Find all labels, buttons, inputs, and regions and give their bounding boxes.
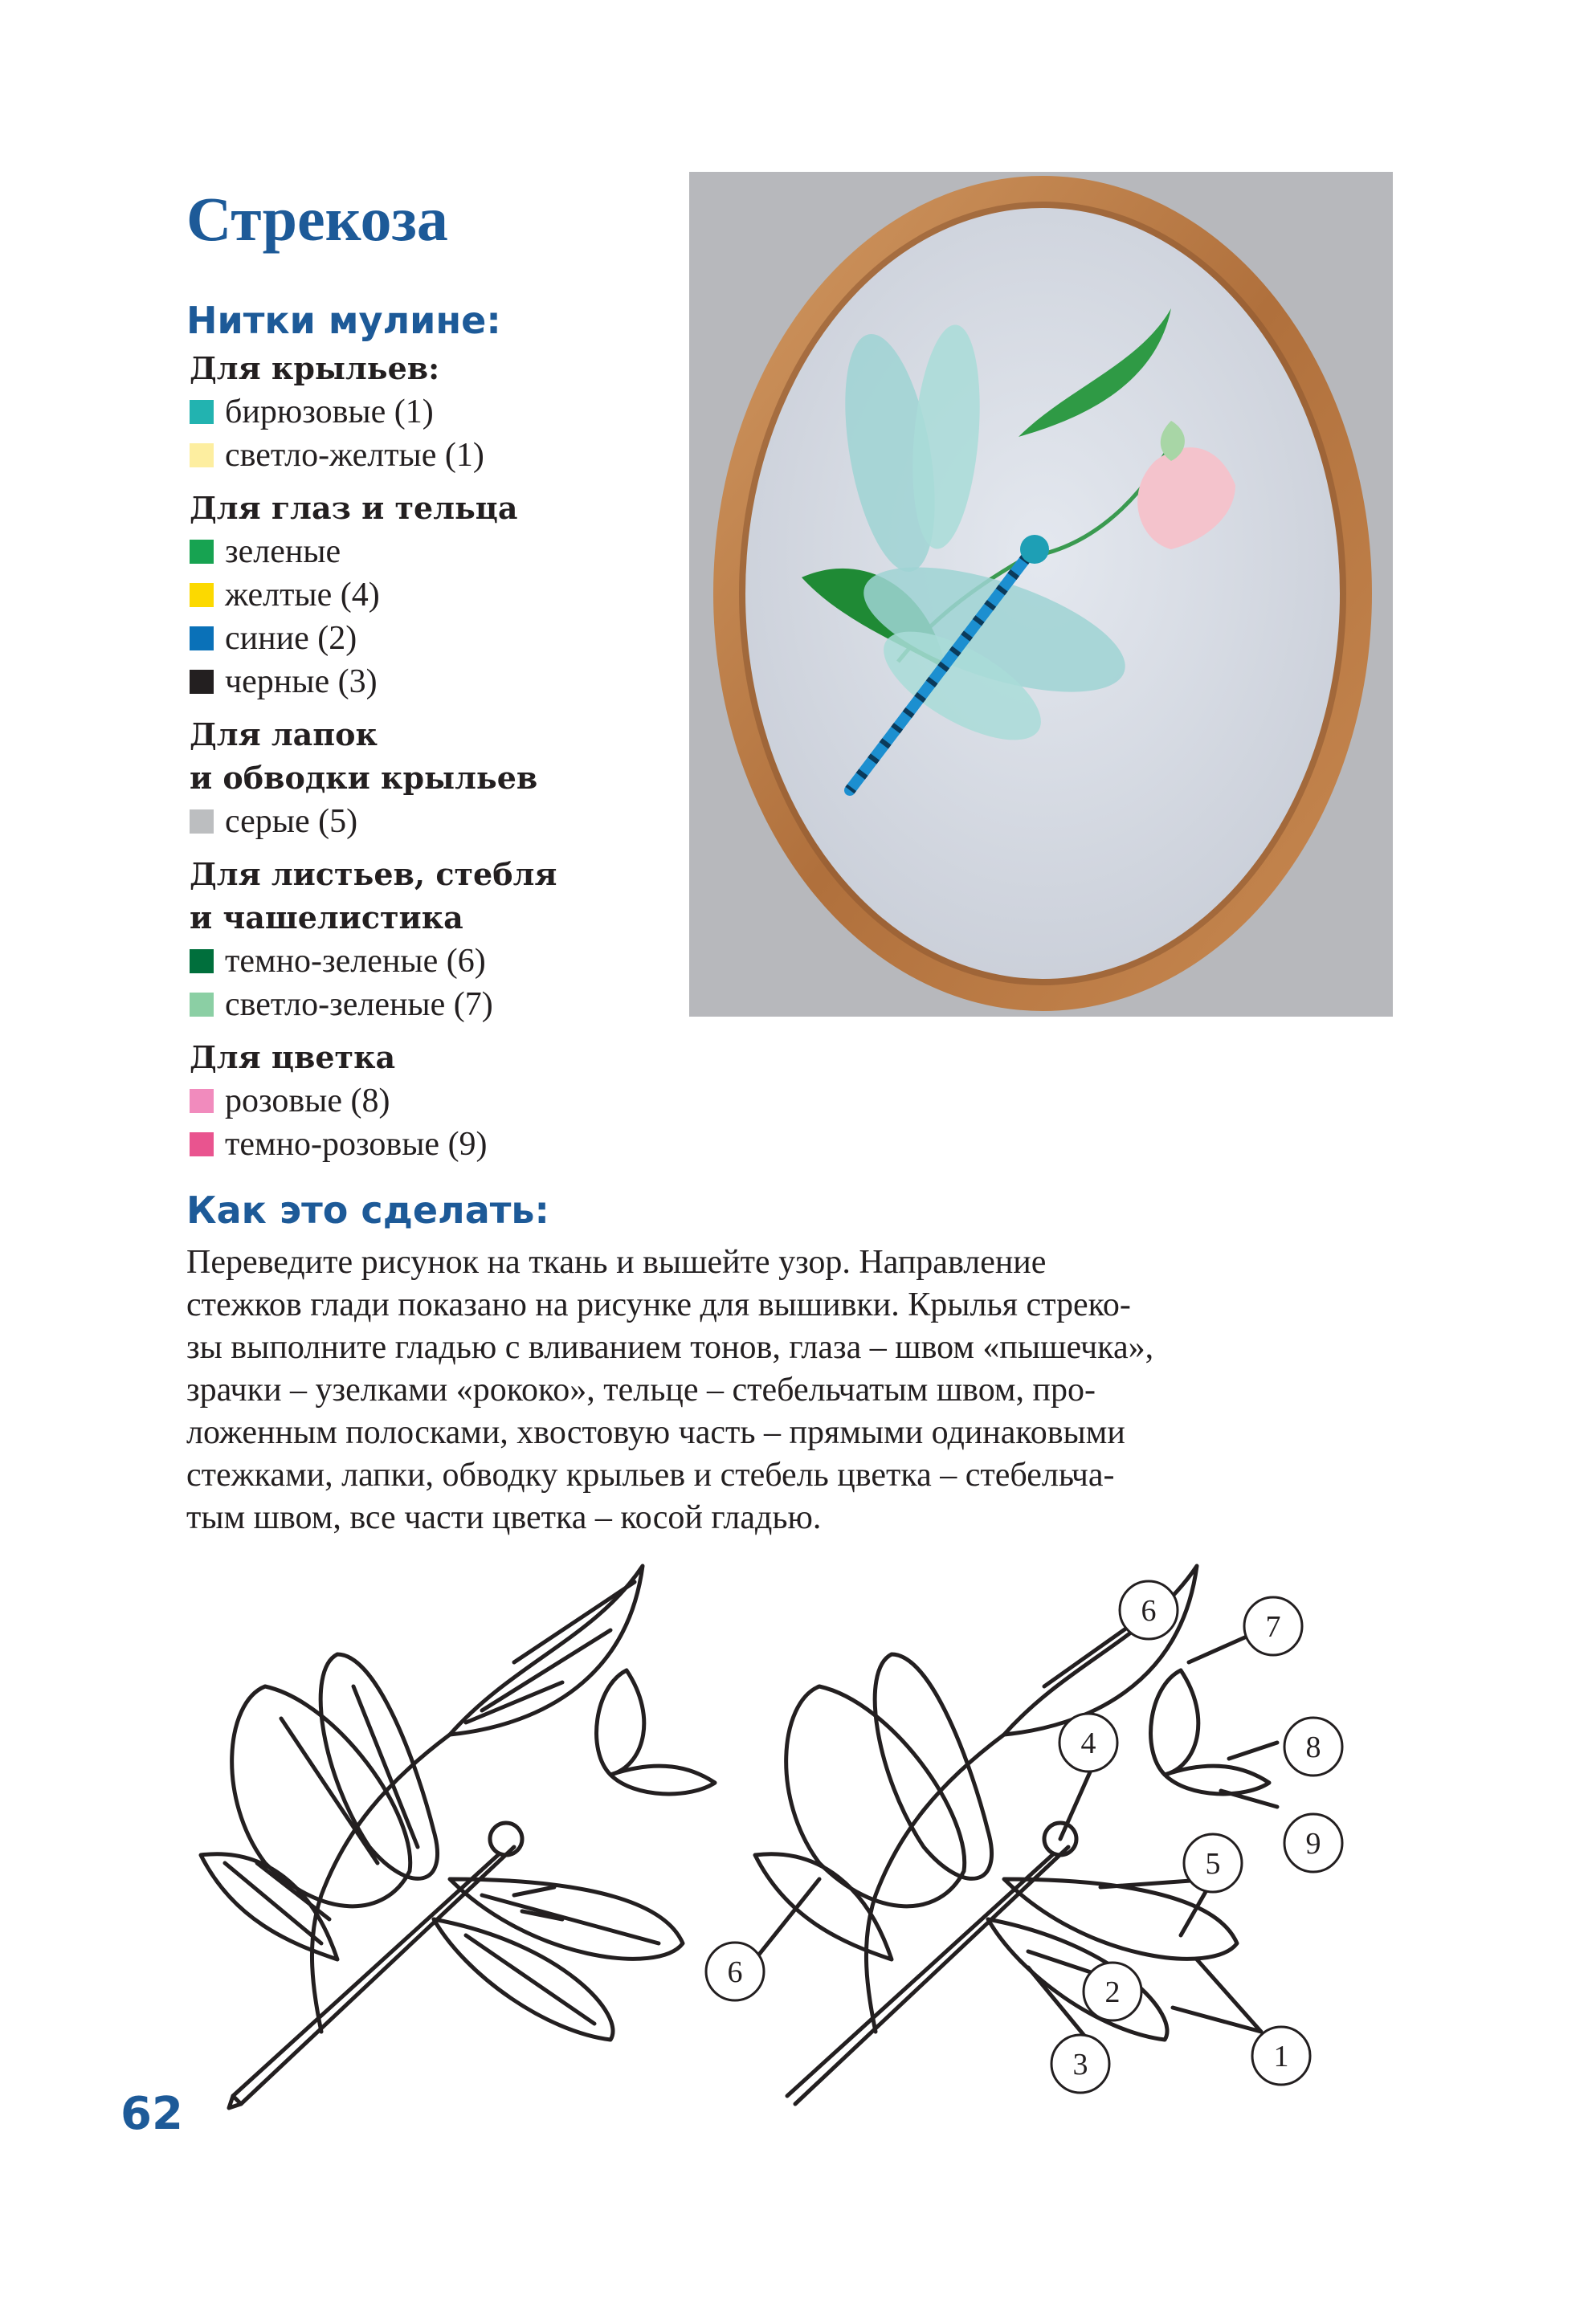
thread-group [190, 1036, 704, 1166]
thread-item [190, 800, 704, 843]
color-swatch [190, 400, 214, 424]
thread-item [190, 983, 704, 1026]
thread-item [190, 530, 704, 573]
label-7: 7 [1265, 1610, 1281, 1644]
thread-group [190, 487, 704, 703]
stitch-direction-drawing [201, 1566, 715, 2108]
howto-line: ложенным полосками, хвостовую часть – прямыми одинаковыми [186, 1414, 1125, 1451]
thread-group [190, 853, 704, 1026]
howto-line: тым швом, все части цветка – косой гладью. [186, 1499, 822, 1536]
thread-list [190, 347, 704, 1176]
thread-item [190, 660, 704, 703]
color-swatch [190, 540, 214, 564]
thread-label: синие (2) [225, 620, 357, 657]
numbered-drawing [755, 1566, 1277, 2104]
pattern-diagrams [0, 1542, 1584, 2136]
label-5: 5 [1205, 1847, 1221, 1881]
howto-line: Переведите рисунок на ткань и вышейте узор. Направление [186, 1244, 1047, 1281]
label-1: 1 [1273, 2040, 1289, 2073]
color-swatch [190, 443, 214, 467]
thread-group-title: Для листьев, стебля [190, 856, 557, 892]
thread-label: черные (3) [225, 663, 378, 700]
page-title: Стрекоза [186, 184, 448, 254]
color-swatch [190, 583, 214, 607]
thread-label: бирюзовые (1) [225, 393, 434, 430]
label-6-bottom: 6 [727, 1955, 743, 1989]
label-9: 9 [1305, 1827, 1321, 1861]
thread-label: темно-зеленые (6) [225, 943, 486, 980]
thread-item [190, 940, 704, 983]
embroidery-photo [689, 172, 1393, 1017]
thread-label: светло-желтые (1) [225, 437, 484, 474]
thread-label: желтые (4) [225, 577, 380, 614]
howto-text [186, 1242, 1327, 1539]
thread-group-title: Для глаз и тельца [190, 490, 518, 526]
label-4: 4 [1080, 1727, 1096, 1760]
label-3: 3 [1072, 2048, 1088, 2081]
thread-group-title: и обводки крыльев [190, 760, 538, 796]
color-swatch [190, 670, 214, 694]
color-swatch [190, 949, 214, 973]
thread-item [190, 617, 704, 660]
thread-group [190, 347, 704, 477]
thread-label: розовые (8) [225, 1082, 390, 1119]
howto-heading: Как это сделать: [186, 1189, 549, 1232]
howto-line: зы выполните гладью с вливанием тонов, глаза – швом «пышечка», [186, 1329, 1154, 1366]
thread-group-title: Для цветка [190, 1039, 396, 1075]
thread-item [190, 390, 704, 434]
howto-line: стежками, лапки, обводку крыльев и стебель цветка – стебельча- [186, 1457, 1115, 1494]
thread-item [190, 1123, 704, 1166]
color-swatch [190, 626, 214, 650]
thread-group-title: и чашелистика [190, 899, 463, 936]
thread-item [190, 434, 704, 477]
label-8: 8 [1305, 1731, 1321, 1764]
howto-line: стежков глади показано на рисунке для вышивки. Крылья стреко- [186, 1286, 1131, 1323]
color-swatch [190, 1132, 214, 1156]
thread-label: темно-розовые (9) [225, 1126, 488, 1163]
thread-group-title: Для лапок [190, 716, 378, 752]
color-swatch [190, 1089, 214, 1113]
color-swatch [190, 809, 214, 834]
hoop-illustration [689, 172, 1393, 1017]
howto-line: зрачки – узелками «рококо», тельце – стебельчатым швом, про- [186, 1372, 1096, 1409]
threads-heading: Нитки мулине: [186, 299, 501, 342]
thread-group [190, 713, 704, 843]
label-6-top: 6 [1141, 1594, 1157, 1628]
thread-label: светло-зеленые (7) [225, 986, 493, 1023]
thread-group-title: Для крыльев: [190, 350, 440, 386]
thread-item [190, 573, 704, 617]
page-number: 62 [120, 2088, 183, 2140]
color-swatch [190, 993, 214, 1017]
label-2: 2 [1104, 1975, 1121, 2009]
thread-item [190, 1079, 704, 1123]
thread-label: серые (5) [225, 803, 358, 840]
thread-label: зеленые [225, 533, 341, 570]
